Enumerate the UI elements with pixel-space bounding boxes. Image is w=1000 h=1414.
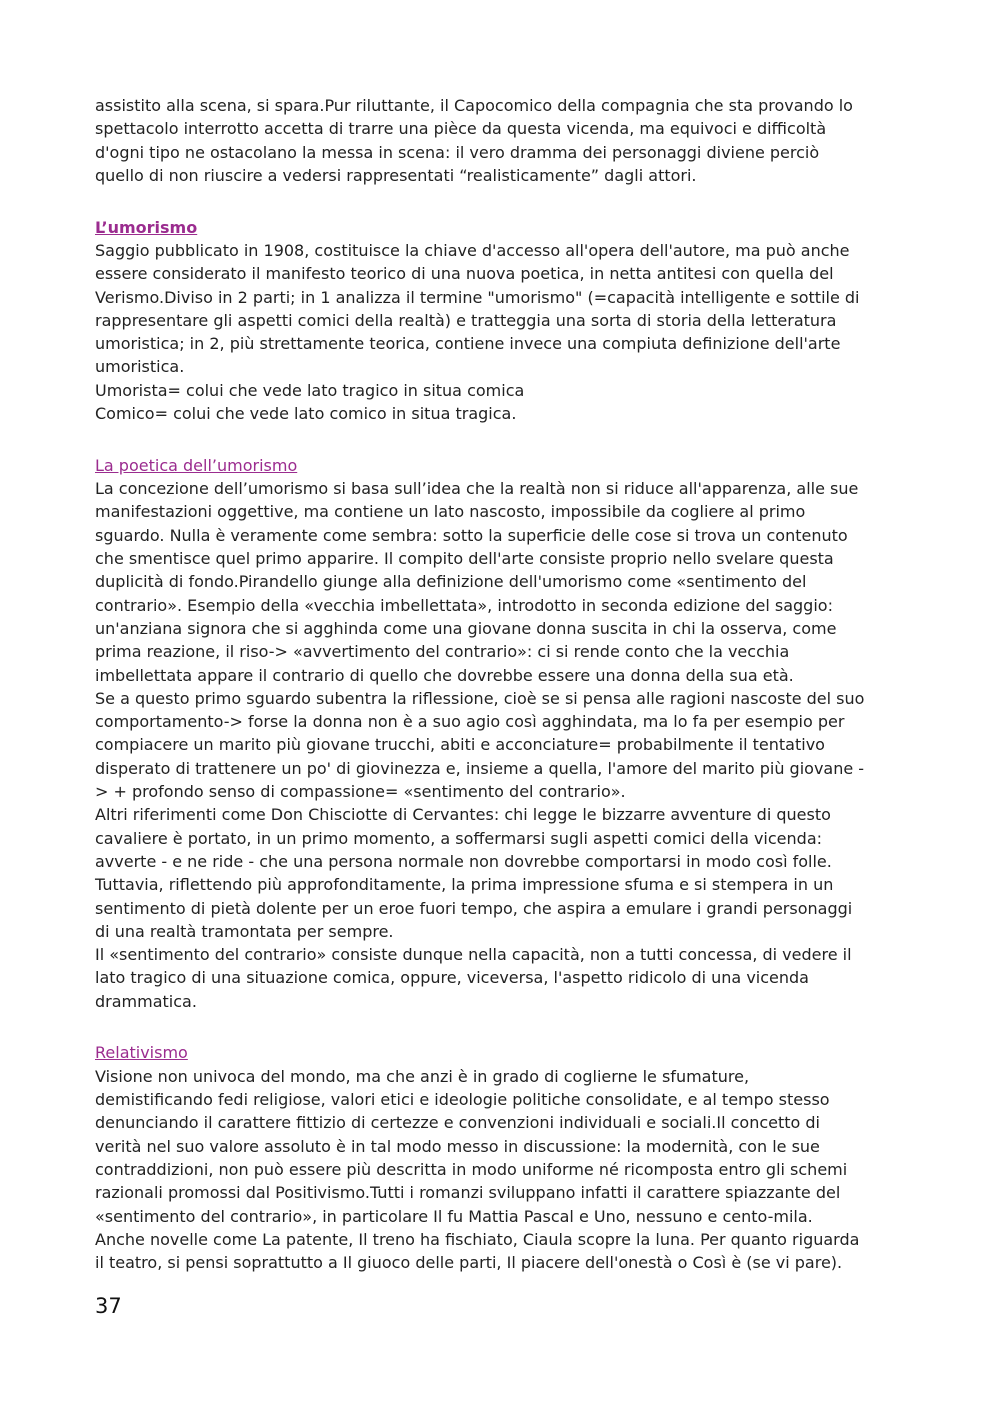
text-line: prima reazione, il riso-> «avvertimento del contrario»: ci si rende conto che la vecchia	[95, 642, 790, 662]
text-line: d'ogni tipo ne ostacolano la messa in scena: il vero dramma dei personaggi diviene perciò	[95, 142, 820, 162]
text-line: > + profondo senso di compassione= «sentimento del contrario».	[95, 782, 626, 802]
text-line: un'anziana signora che si agghinda come una giovane donna suscita in chi la osserva, come	[95, 618, 837, 638]
text-line: imbellettata appare il contrario di quello che dovrebbe essere una donna della sua età.	[95, 665, 794, 685]
text-line: spettacolo interrotto accetta di trarre una pièce da questa vicenda, ma equivoci e difficoltà	[95, 119, 827, 139]
section-heading-umorismo: L’umorismo	[95, 217, 198, 237]
text-line: che smentisce quel primo apparire. Il compito dell'arte consiste proprio nello svelare questa	[95, 549, 834, 569]
section-heading-poetica: La poetica dell’umorismo	[95, 455, 298, 475]
text-line: contraddizioni, non può essere più descritta in modo uniforme né ricomposta entro gli schemi	[95, 1159, 848, 1179]
text-line: Umorista= colui che vede lato tragico in situa comica	[95, 380, 525, 400]
text-line: assistito alla scena, si spara.Pur riluttante, il Capocomico della compagnia che sta provando lo	[95, 96, 853, 115]
text-line: di una realtà tramontata per sempre.	[95, 921, 394, 941]
text-line: Anche novelle come La patente, Il treno ha fischiato, Ciaula scopre la luna. Per quanto riguarda	[95, 1229, 860, 1249]
text-line: compiacere un marito più giovane trucchi, abiti e acconciature= probabilmente il tentativo	[95, 735, 825, 755]
text-line: disperato di trattenere un po' di giovinezza e, insieme a quella, l'amore del marito più giovane -	[95, 758, 865, 778]
text-line: Verismo.Diviso in 2 parti; in 1 analizza il termine "umorismo" (=capacità intelligente e sottile di	[95, 287, 860, 307]
document-body	[95, 94, 910, 1274]
text-line: sguardo. Nulla è veramente come sembra: sotto la superficie delle cose si trova un contenuto	[95, 525, 848, 545]
section-relativismo	[95, 1041, 910, 1274]
text-line: duplicità di fondo.Pirandello giunge alla definizione dell'umorismo come «sentimento del	[95, 572, 807, 592]
section-body-poetica	[95, 477, 910, 1013]
spacer	[95, 1013, 910, 1042]
section-poetica	[95, 454, 910, 1013]
text-line: il teatro, si pensi soprattutto a Il giuoco delle parti, Il piacere dell'onestà o Così è (se vi pare).	[95, 1253, 843, 1273]
text-line: verità nel suo valore assoluto è in tal modo messo in discussione: la modernità, con le sue	[95, 1136, 820, 1156]
text-line: denunciando il carattere fittizio di certezze e convenzioni individuali e sociali.Il concetto di	[95, 1113, 820, 1133]
text-line: manifestazioni oggettive, ma contiene un lato nascosto, impossibile da cogliere al primo	[95, 502, 806, 522]
text-line: demistificando fedi religiose, valori etici e ideologie politiche consolidate, e al tempo stesso	[95, 1090, 830, 1110]
text-line: Tuttavia, riflettendo più approfonditamente, la prima impressione sfuma e si stempera in un	[95, 875, 834, 895]
text-line: Se a questo primo sguardo subentra la riflessione, cioè se si pensa alle ragioni nascoste del suo	[95, 688, 865, 708]
text-line: rappresentare gli aspetti comici della realtà) e tratteggia una sorta di storia della letteratura	[95, 310, 837, 330]
text-line: Visione non univoca del mondo, ma che anzi è in grado di coglierne le sfumature,	[95, 1066, 750, 1086]
section-umorismo	[95, 216, 910, 426]
text-line: contrario». Esempio della «vecchia imbellettata», introdotto in seconda edizione del saggio:	[95, 595, 833, 615]
text-line: essere considerato il manifesto teorico di una nuova poetica, in netta antitesi con quella del	[95, 264, 834, 284]
page-number: 37	[95, 1294, 122, 1318]
text-line: lato tragico di una situazione comica, oppure, viceversa, l'aspetto ridicolo di una vicenda	[95, 968, 809, 988]
text-line: cavaliere è portato, in un primo momento, a soffermarsi sugli aspetti comici della vicenda:	[95, 828, 823, 848]
spacer	[95, 425, 910, 454]
section-body-relativismo	[95, 1065, 910, 1275]
text-line: Comico= colui che vede lato comico in situa tragica.	[95, 404, 517, 424]
text-line: drammatica.	[95, 991, 197, 1011]
text-line: sentimento di pietà dolente per un eroe fuori tempo, che aspira a emulare i grandi personaggi	[95, 898, 853, 918]
spacer	[95, 187, 910, 216]
text-line: avverte - e ne ride - che una persona normale non dovrebbe comportarsi in modo così folle.	[95, 851, 832, 871]
text-line: La concezione dell’umorismo si basa sull’idea che la realtà non si riduce all'apparenza, alle sue	[95, 479, 859, 499]
text-line: quello di non riuscire a vedersi rappresentati “realisticamente” dagli attori.	[95, 165, 697, 185]
text-line: «sentimento del contrario», in particolare Il fu Mattia Pascal e Uno, nessuno e cento-mila.	[95, 1206, 813, 1226]
text-line: Saggio pubblicato in 1908, costituisce la chiave d'accesso all'opera dell'autore, ma può anche	[95, 240, 850, 260]
text-line: umoristica.	[95, 357, 185, 377]
section-heading-relativismo: Relativismo	[95, 1043, 188, 1063]
text-line: razionali promossi dal Positivismo.Tutti i romanzi sviluppano infatti il carattere spiazzante del	[95, 1183, 841, 1203]
text-line: Il «sentimento del contrario» consiste dunque nella capacità, non a tutti concessa, di vedere il	[95, 945, 852, 965]
intro-paragraph	[95, 94, 910, 187]
section-body-umorismo	[95, 239, 910, 425]
text-line: umoristica; in 2, più strettamente teorica, contiene invece una compiuta definizione dell'arte	[95, 334, 841, 354]
text-line: Altri riferimenti come Don Chisciotte di Cervantes: chi legge le bizzarre avventure di questo	[95, 805, 831, 825]
text-line: comportamento-> forse la donna non è a suo agio così agghindata, ma lo fa per esempio per	[95, 712, 845, 732]
